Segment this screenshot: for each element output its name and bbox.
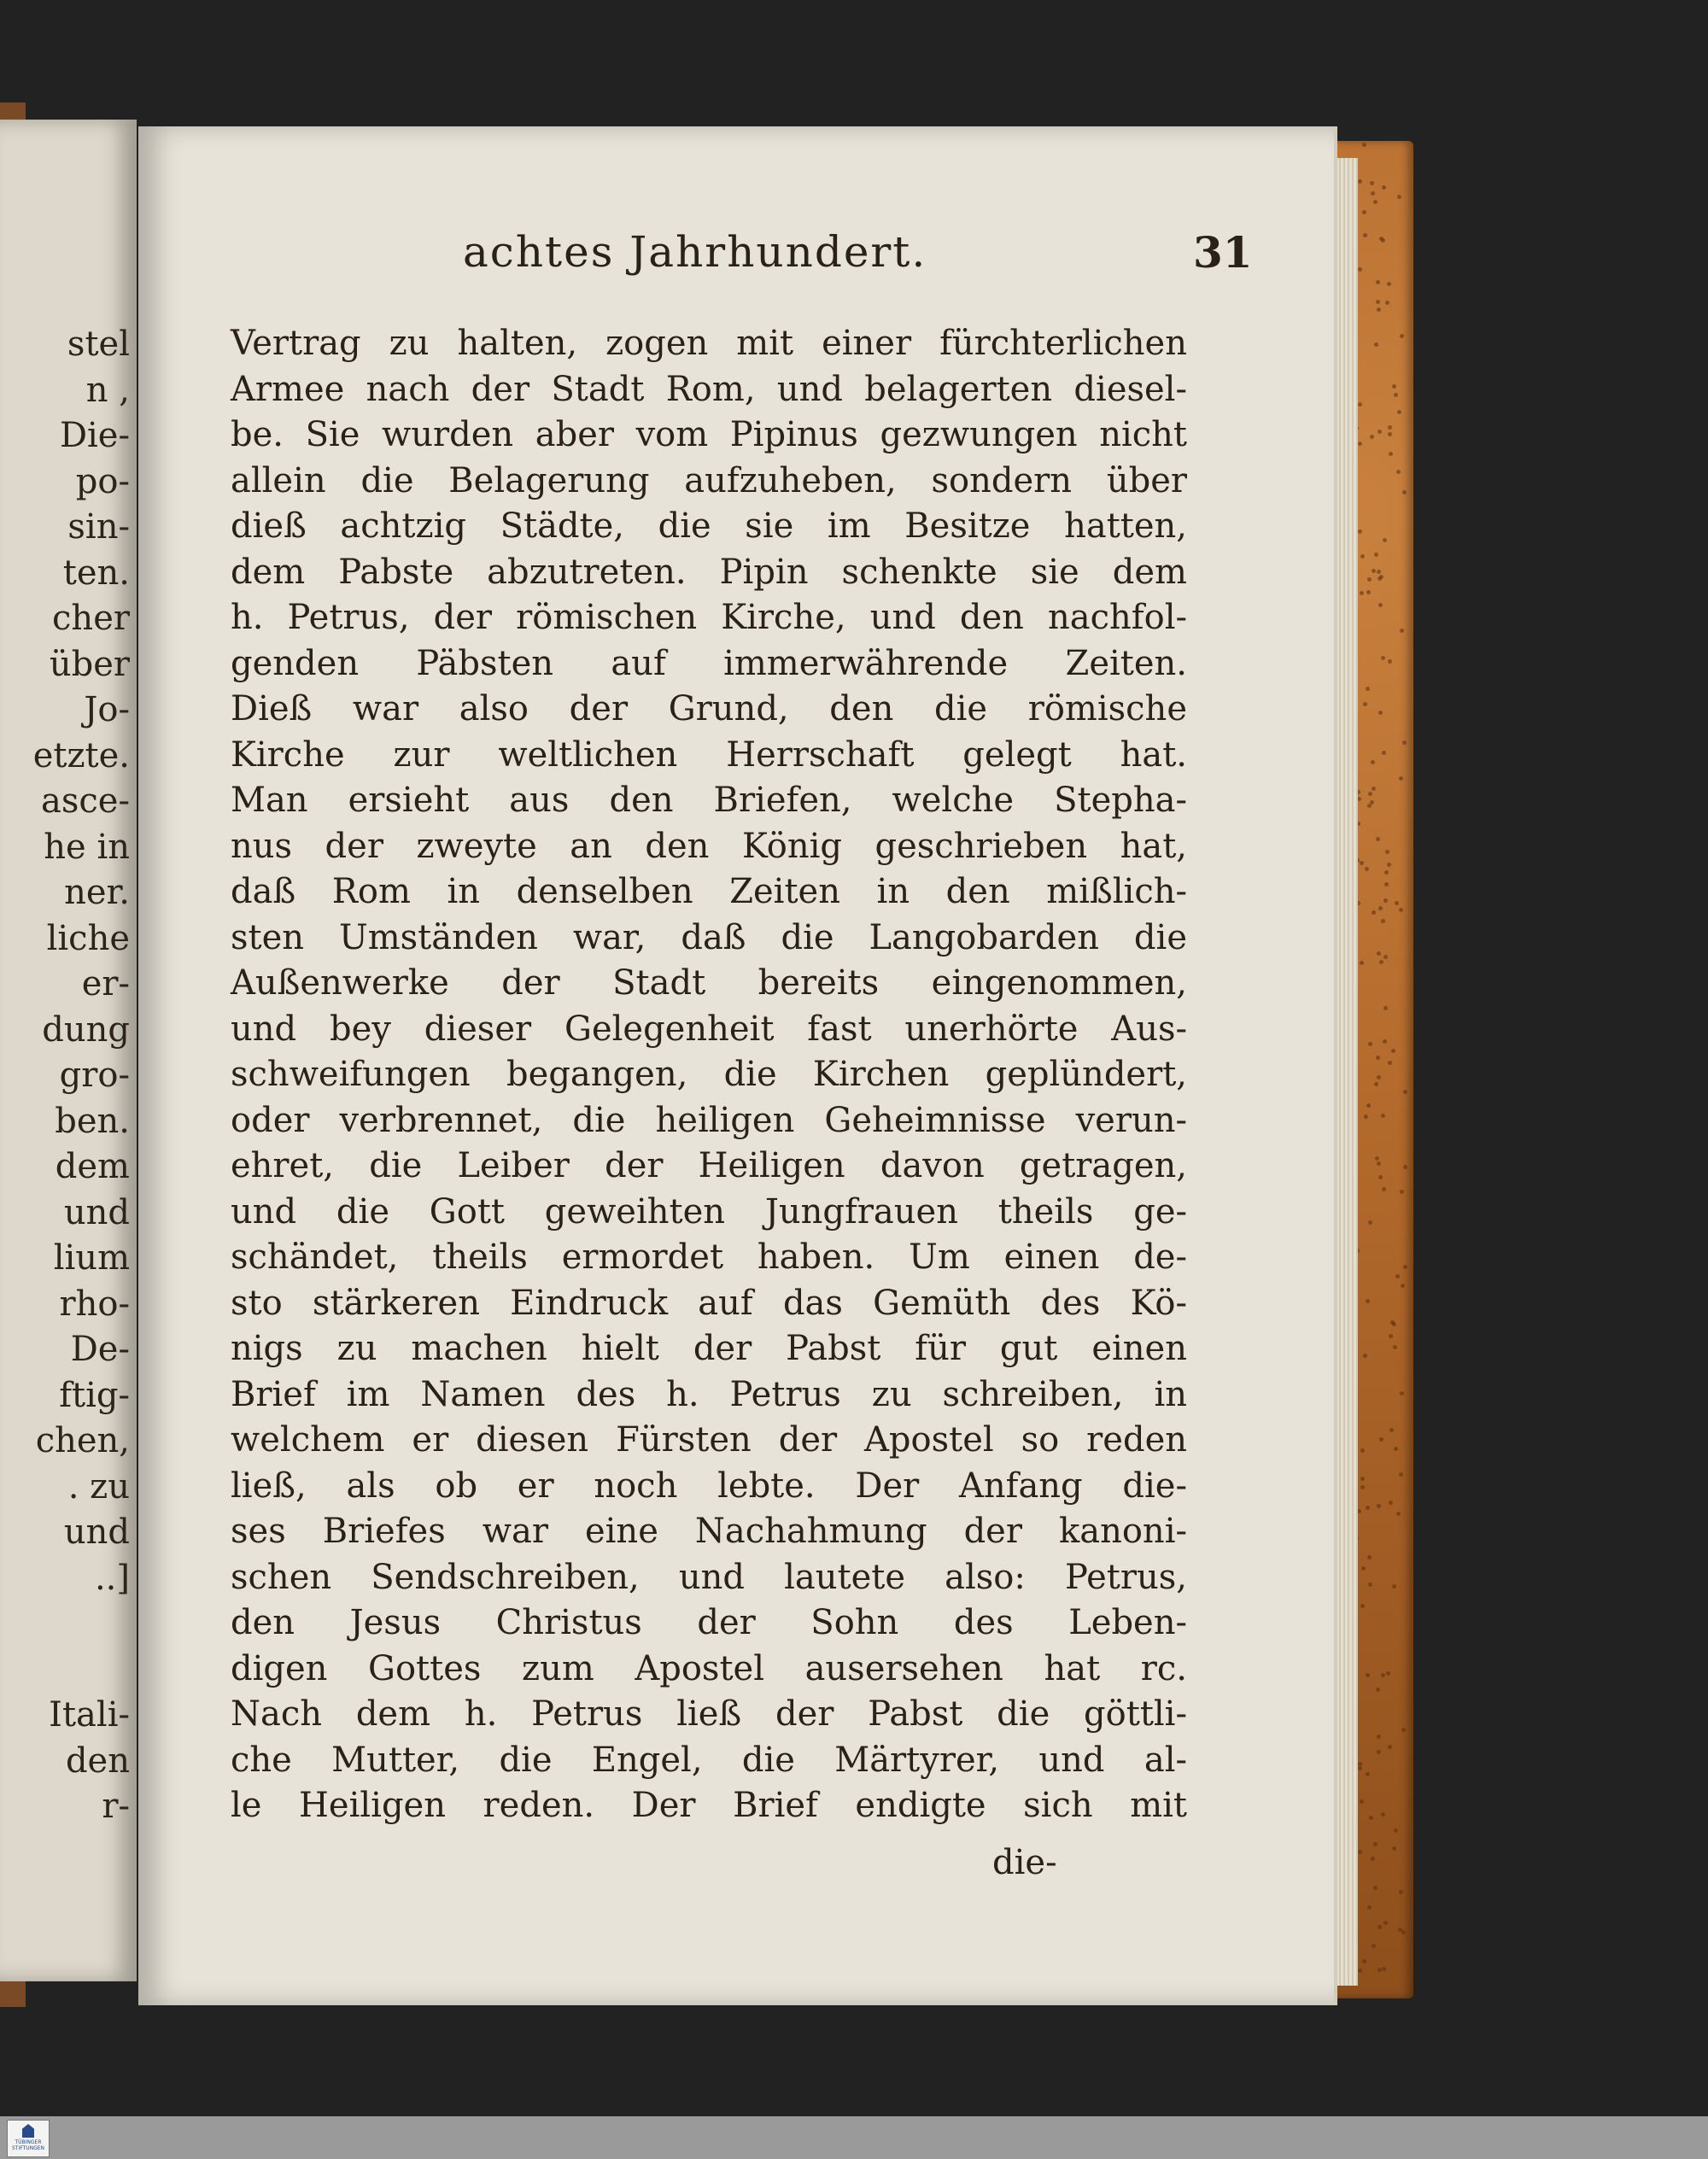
cover-speck bbox=[1371, 760, 1375, 764]
left-page-fragment: lium bbox=[53, 1238, 130, 1278]
cover-speck bbox=[1358, 442, 1362, 446]
cover-speck bbox=[1370, 181, 1374, 185]
cover-speck bbox=[1382, 1187, 1386, 1191]
cover-speck bbox=[1358, 267, 1362, 272]
cover-speck bbox=[1394, 393, 1398, 397]
page-edges bbox=[1332, 158, 1358, 1986]
text-line: oder verbrennet, die heiligen Geheimnisse verun- bbox=[231, 1100, 1187, 1140]
left-page-fragment: und bbox=[63, 1192, 130, 1232]
text-line: h. Petrus, der römischen Kirche, und den nachfol- bbox=[231, 598, 1187, 637]
cover-speck bbox=[1376, 300, 1380, 304]
cover-speck bbox=[1378, 1925, 1382, 1929]
text-line: genden Päbsten auf immerwährende Zeiten. bbox=[231, 643, 1187, 683]
cover-speck bbox=[1366, 1673, 1370, 1677]
cover-speck bbox=[1379, 1437, 1383, 1442]
cover-speck bbox=[1382, 751, 1386, 755]
cover-speck bbox=[1374, 553, 1378, 557]
cover-speck bbox=[1395, 901, 1399, 905]
cover-speck bbox=[1381, 1673, 1385, 1677]
left-page-fragment: stel bbox=[67, 325, 130, 364]
cover-speck bbox=[1358, 1766, 1362, 1770]
text-line: dem Pabste abzutreten. Pipin schenkte sie dem bbox=[231, 552, 1187, 592]
cover-speck bbox=[1371, 191, 1375, 196]
cover-speck bbox=[1378, 906, 1383, 910]
text-line: Kirche zur weltlichen Herrschaft gelegt hat. bbox=[231, 734, 1187, 775]
left-page-fragment: Jo- bbox=[84, 690, 130, 729]
cover-speck bbox=[1378, 576, 1382, 581]
cover-speck bbox=[1366, 1299, 1370, 1303]
cover-speck bbox=[1360, 1485, 1365, 1489]
text-line: schändet, theils ermordet haben. Um einen de- bbox=[231, 1237, 1187, 1277]
text-line: be. Sie wurden aber vom Pipinus gezwungen nicht bbox=[231, 415, 1187, 454]
cover-speck bbox=[1392, 1584, 1396, 1589]
cover-speck bbox=[1383, 1921, 1388, 1925]
text-line: sten Umständen war, daß die Langobarden die bbox=[231, 917, 1187, 957]
cover-speck bbox=[1358, 1850, 1362, 1854]
cover-speck bbox=[1369, 1816, 1373, 1820]
cover-speck bbox=[1399, 908, 1403, 912]
cover-speck bbox=[1401, 1930, 1406, 1934]
cover-speck bbox=[1386, 1671, 1390, 1676]
cover-speck bbox=[1389, 1334, 1393, 1338]
cover-speck bbox=[1371, 1857, 1375, 1861]
cover-speck bbox=[1382, 1967, 1386, 1971]
left-page-fragment: etzte. bbox=[32, 735, 130, 775]
cover-speck bbox=[1377, 1750, 1381, 1754]
cover-speck bbox=[1373, 1842, 1378, 1846]
cover-speck bbox=[1396, 1512, 1401, 1516]
text-line: ses Briefes war eine Nachahmung der kanoni- bbox=[231, 1512, 1187, 1551]
cover-speck bbox=[1373, 1886, 1378, 1890]
cover-speck bbox=[1374, 342, 1378, 347]
text-line: und die Gott geweihten Jungfrauen theils ge- bbox=[231, 1191, 1187, 1232]
left-page-fragment: ner. bbox=[64, 873, 130, 912]
cover-speck bbox=[1401, 1728, 1406, 1732]
left-page-fragment: Itali- bbox=[49, 1695, 130, 1735]
text-line: nigs zu machen hielt der Pabst für gut einen bbox=[231, 1329, 1187, 1368]
cover-speck bbox=[1384, 870, 1389, 875]
left-page-fragment: Die- bbox=[59, 416, 130, 455]
cover-speck bbox=[1383, 538, 1387, 542]
text-line: Man ersieht aus den Briefen, welche Stepha- bbox=[231, 781, 1187, 820]
cover-speck bbox=[1378, 603, 1383, 607]
cover-speck bbox=[1395, 1274, 1400, 1278]
cover-speck bbox=[1360, 591, 1364, 595]
cover-speck bbox=[1398, 1928, 1402, 1932]
left-page-fragment: gro- bbox=[59, 1056, 130, 1095]
text-line: le Heiligen reden. Der Brief endigte sich mit bbox=[231, 1786, 1187, 1825]
cover-speck bbox=[1363, 233, 1367, 237]
cover-speck bbox=[1381, 919, 1385, 923]
cover-speck bbox=[1362, 143, 1366, 147]
cover-speck bbox=[1388, 432, 1392, 436]
cover-speck bbox=[1383, 955, 1388, 959]
left-page-fragment: po- bbox=[75, 461, 130, 501]
text-line: und bey dieser Gelegenheit fast unerhörte Aus- bbox=[231, 1009, 1187, 1049]
left-page-fragment: ..] bbox=[94, 1558, 130, 1598]
cover-speck bbox=[1394, 1447, 1398, 1451]
left-page-fragment: r- bbox=[102, 1787, 130, 1826]
left-page-fragment: ftig- bbox=[59, 1375, 130, 1415]
cover-speck bbox=[1377, 1161, 1381, 1166]
text-line: ließ, als ob er noch lebte. Der Anfang die- bbox=[231, 1466, 1187, 1506]
text-line: den Jesus Christus der Sohn des Leben- bbox=[231, 1603, 1187, 1642]
cover-speck bbox=[1370, 435, 1374, 439]
cover-speck bbox=[1379, 960, 1383, 964]
text-line: Dieß war also der Grund, den die römische bbox=[231, 689, 1187, 728]
cover-speck bbox=[1389, 1501, 1393, 1505]
cover-speck bbox=[1399, 1472, 1403, 1477]
right-page bbox=[138, 126, 1334, 2005]
cover-speck bbox=[1377, 1504, 1381, 1508]
cover-speck bbox=[1396, 470, 1401, 474]
cover-speck bbox=[1360, 554, 1365, 559]
cover-speck bbox=[1392, 1846, 1396, 1851]
text-line: Brief im Namen des h. Petrus zu schreiben, in bbox=[231, 1374, 1187, 1414]
cover-speck bbox=[1382, 185, 1386, 190]
text-line: welchem er diesen Fürsten der Apostel so reden bbox=[231, 1420, 1187, 1460]
cover-speck bbox=[1372, 1944, 1376, 1948]
cover-speck bbox=[1358, 402, 1362, 407]
cover-speck bbox=[1389, 1428, 1394, 1432]
cover-speck bbox=[1394, 1828, 1398, 1833]
cover-speck bbox=[1391, 1049, 1395, 1053]
left-page-fragment: und bbox=[63, 1512, 130, 1552]
text-line: che Mutter, die Engel, die Märtyrer, und al- bbox=[231, 1740, 1187, 1780]
cover-speck bbox=[1377, 570, 1381, 574]
cover-speck bbox=[1378, 430, 1382, 434]
cover-speck bbox=[1362, 1959, 1366, 1963]
cover-speck bbox=[1360, 1477, 1365, 1481]
text-line: ehret, die Leiber der Heiligen davon getragen, bbox=[231, 1146, 1187, 1185]
cover-speck bbox=[1378, 711, 1383, 715]
left-page-fragment: liche bbox=[46, 918, 130, 958]
cover-speck bbox=[1376, 280, 1380, 284]
cover-speck bbox=[1374, 1082, 1378, 1086]
left-page-fragment: dung bbox=[42, 1009, 130, 1050]
cover-speck bbox=[1367, 1905, 1372, 1910]
cover-speck bbox=[1381, 1812, 1385, 1817]
cover-speck bbox=[1402, 740, 1407, 745]
cover-speck bbox=[1397, 410, 1401, 414]
cover-speck bbox=[1385, 850, 1389, 854]
cover-speck bbox=[1360, 961, 1364, 965]
cover-speck bbox=[1401, 1284, 1405, 1288]
cover-speck bbox=[1392, 384, 1396, 389]
cover-speck bbox=[1368, 1220, 1372, 1225]
cover-speck bbox=[1372, 787, 1376, 791]
cover-speck bbox=[1388, 425, 1392, 430]
cover-speck bbox=[1360, 1799, 1364, 1804]
left-page-fragment: asce- bbox=[41, 781, 130, 821]
left-page-fragment: den bbox=[65, 1741, 130, 1781]
cover-speck bbox=[1367, 804, 1372, 808]
page-header bbox=[463, 227, 1274, 287]
left-page-fragment: ten. bbox=[62, 553, 130, 593]
cover-speck bbox=[1388, 1745, 1392, 1749]
text-line: schweifungen begangen, die Kirchen geplündert, bbox=[231, 1055, 1187, 1094]
library-logo bbox=[7, 2120, 50, 2157]
cover-speck bbox=[1400, 629, 1404, 633]
left-page-fragment: cher bbox=[52, 599, 130, 638]
cover-speck bbox=[1368, 1042, 1372, 1046]
cover-speck bbox=[1376, 1056, 1380, 1060]
cover-speck bbox=[1383, 1006, 1388, 1010]
cover-speck bbox=[1366, 687, 1370, 691]
cover-speck bbox=[1376, 837, 1380, 841]
cover-speck bbox=[1381, 656, 1385, 660]
library-logo-text: TÜBINGER STIFTUNGEN bbox=[11, 2139, 45, 2151]
cover-speck bbox=[1403, 1265, 1407, 1269]
cover-speck bbox=[1387, 282, 1391, 286]
cover-speck bbox=[1390, 1320, 1395, 1325]
cover-speck bbox=[1399, 1890, 1403, 1894]
cover-speck bbox=[1377, 1735, 1381, 1739]
cover-speck bbox=[1364, 1115, 1368, 1119]
library-logo-icon bbox=[22, 2124, 34, 2138]
left-page-fragment: he in bbox=[44, 827, 130, 867]
cover-speck bbox=[1366, 1506, 1370, 1510]
left-page-fragment: n , bbox=[85, 370, 130, 410]
text-line: Armee nach der Stadt Rom, und belagerten diesel- bbox=[231, 369, 1187, 409]
cover-speck bbox=[1358, 530, 1362, 534]
text-line: Außenwerke der Stadt bereits eingenommen, bbox=[231, 963, 1187, 1003]
cover-speck bbox=[1399, 776, 1403, 781]
left-page-fragment: . zu bbox=[67, 1466, 130, 1507]
cover-speck bbox=[1389, 452, 1393, 456]
cover-speck bbox=[1366, 590, 1371, 594]
cover-speck bbox=[1363, 1354, 1367, 1358]
cover-speck bbox=[1367, 1555, 1372, 1559]
cover-speck bbox=[1377, 951, 1381, 956]
text-line: schen Sendschreiben, und lautete also: Petrus, bbox=[231, 1557, 1187, 1597]
cover-speck bbox=[1400, 334, 1404, 338]
cover-speck bbox=[1360, 1604, 1365, 1608]
text-line: dieß achtzig Städte, die sie im Besitze hatten, bbox=[231, 506, 1187, 546]
text-line: Nach dem h. Petrus ließ der Pabst die göttli- bbox=[231, 1694, 1187, 1734]
cover-speck bbox=[1393, 1345, 1397, 1349]
cover-speck bbox=[1368, 792, 1372, 796]
left-page-fragment: ben. bbox=[55, 1101, 130, 1141]
cover-speck bbox=[1375, 1156, 1379, 1161]
cover-speck bbox=[1387, 863, 1391, 867]
body-text bbox=[231, 321, 1187, 1829]
cover-speck bbox=[1381, 238, 1385, 243]
text-line: sto stärkeren Eindruck auf das Gemüth des Kö- bbox=[231, 1283, 1187, 1323]
cover-speck bbox=[1388, 659, 1392, 664]
cover-speck bbox=[1360, 861, 1364, 865]
text-line: nus der zweyte an den König geschrieben hat, bbox=[231, 826, 1187, 866]
cover-speck bbox=[1403, 1090, 1407, 1094]
cover-speck bbox=[1362, 210, 1366, 214]
left-page-fragment: sin- bbox=[67, 507, 130, 547]
cover-speck bbox=[1383, 1039, 1387, 1044]
cover-speck bbox=[1385, 301, 1389, 305]
left-page bbox=[0, 120, 137, 1981]
running-head: achtes Jahrhundert. bbox=[463, 227, 927, 277]
cover-speck bbox=[1400, 1190, 1404, 1194]
cover-speck bbox=[1378, 1968, 1382, 1972]
cover-speck bbox=[1397, 195, 1401, 199]
cover-speck bbox=[1365, 867, 1369, 871]
text-line: Vertrag zu halten, zogen mit einer fürchterlichen bbox=[231, 324, 1187, 363]
viewer-footer-bar bbox=[0, 2116, 1708, 2159]
cover-speck bbox=[1372, 569, 1376, 573]
cover-speck bbox=[1368, 1583, 1372, 1587]
left-page-fragment: chen, bbox=[35, 1421, 130, 1460]
cover-speck bbox=[1367, 577, 1372, 582]
cover-speck bbox=[1373, 200, 1378, 204]
cover-speck bbox=[1358, 1969, 1362, 1973]
left-page-fragment: über bbox=[49, 644, 130, 684]
text-line: allein die Belagerung aufzuheben, sondern über bbox=[231, 460, 1187, 500]
cover-speck bbox=[1366, 1103, 1371, 1108]
cover-speck bbox=[1377, 307, 1381, 312]
cover-speck bbox=[1400, 1391, 1404, 1395]
catchword: die- bbox=[992, 1843, 1057, 1882]
page-number: 31 bbox=[1193, 227, 1253, 278]
left-page-fragment: dem bbox=[55, 1147, 130, 1186]
left-page-fragment: rho- bbox=[59, 1284, 130, 1324]
cover-speck bbox=[1377, 1075, 1381, 1080]
cover-speck bbox=[1372, 910, 1376, 915]
left-page-fragment: er- bbox=[81, 964, 130, 1003]
text-line: daß Rom in denselben Zeiten in den mißlich- bbox=[231, 872, 1187, 911]
cover-speck bbox=[1360, 1448, 1365, 1453]
cover-speck bbox=[1376, 1688, 1380, 1692]
cover-speck bbox=[1366, 1772, 1370, 1776]
cover-speck bbox=[1403, 1165, 1407, 1169]
cover-speck bbox=[1384, 882, 1389, 886]
cover-speck bbox=[1402, 490, 1407, 494]
cover-speck bbox=[1383, 898, 1388, 903]
cover-speck bbox=[1363, 702, 1367, 706]
cover-speck bbox=[1381, 1114, 1385, 1118]
cover-speck bbox=[1358, 179, 1362, 184]
cover-speck bbox=[1361, 1566, 1366, 1571]
cover-speck bbox=[1378, 1175, 1383, 1179]
text-line: digen Gottes zum Apostel ausersehen hat rc. bbox=[231, 1648, 1187, 1688]
left-page-fragment: De- bbox=[70, 1330, 130, 1369]
cover-speck bbox=[1388, 1061, 1392, 1065]
